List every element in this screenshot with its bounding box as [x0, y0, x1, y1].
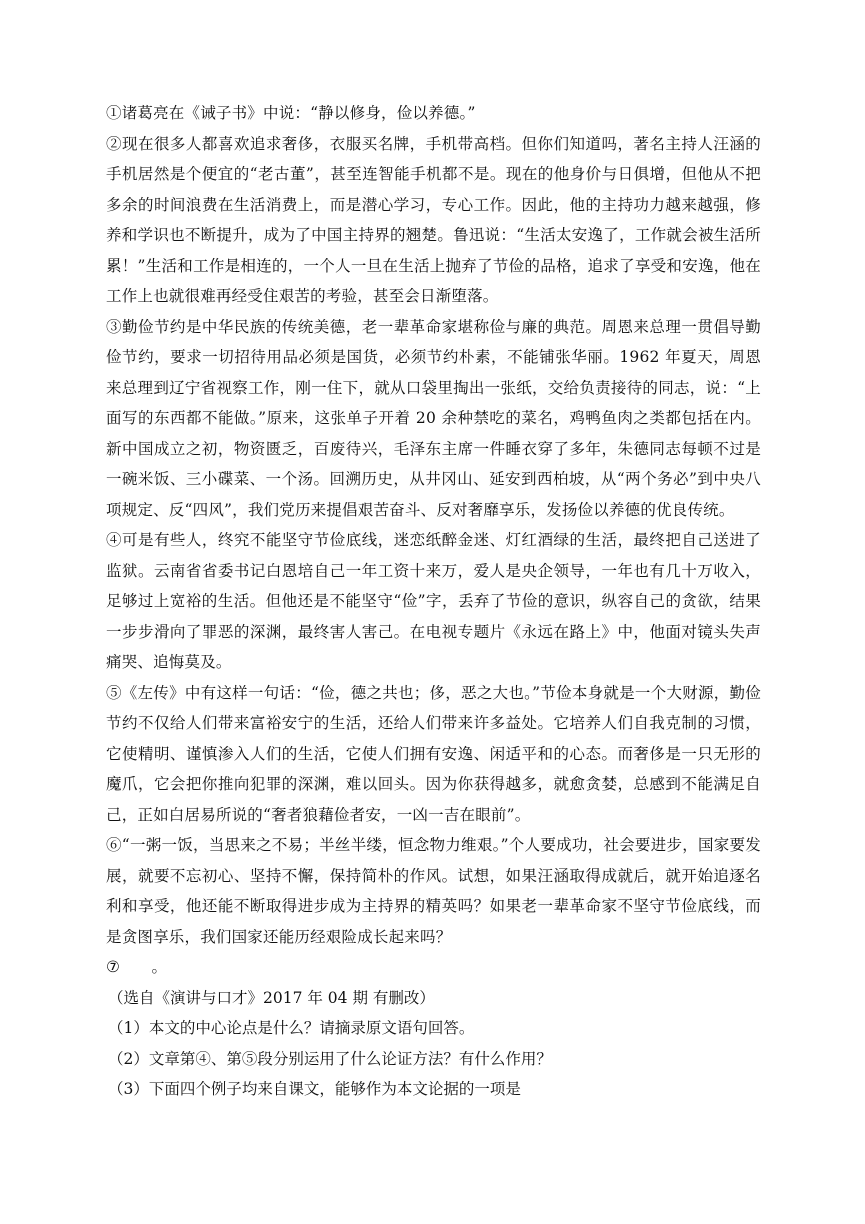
- paragraph-1: ①诸葛亮在《诫子书》中说：“静以修身，俭以养德。”: [106, 104, 476, 122]
- question-1: （1）本文的中心论点是什么？请摘录原文语句回答。: [108, 1019, 475, 1037]
- paragraph-2: ②现在很多人都喜欢追求奢侈，衣服买名牌，手机带高档。但你们知道吗，著名主持人汪涵的手机居然是个便宜的“老古董”，甚至连智能手机都不是。现在的他身价与日俱增，但他从不把多余的时间浪费在生活消费上，而是潜心学习，专心工作。因此，他的主持功力越来越强，修养和学识也不断提升，成为了中国主持界的翘楚。鲁迅说：“生活太安逸了，工作就会被生活所累！”生活和工作是相连的，一个人一旦在生活上抛弃了节俭的品格，追求了享受和安逸，他在工作上也就很难再经受住艰苦的考验，甚至会日渐堕落。: [106, 134, 761, 305]
- question-3: （3）下面四个例子均来自课文，能够作为本文论据的一项是: [108, 1080, 521, 1098]
- source-citation: （选自《演讲与口才》2017 年 04 期 有删改）: [108, 988, 435, 1007]
- paragraph-5: ⑤《左传》中有这样一句话：“俭，德之共也；侈，恶之大也。”节俭本身就是一个大财源，勤俭节约不仅给人们带来富裕安宁的生活，还给人们带来许多益处。它培养人们自我克制的习惯，它使精明、谨慎渗入人们的生活，它使人们拥有安逸、闲适平和的心态。而奢侈是一只无形的魔爪，它会把你推向犯罪的深渊，难以回头。因为你获得越多，就愈贪婪，总感到不能满足自己，正如白居易所说的“奢者狼藉俭者安，一凶一吉在眼前”。: [106, 683, 761, 824]
- paragraph-7-blank: ⑦ 。: [106, 958, 168, 976]
- paragraph-6: ⑥“一粥一饭，当思来之不易；半丝半缕，恒念物力维艰。”个人要成功，社会要进步，国家要发展，就要不忘初心、坚持不懈，保持简朴的作风。试想，如果汪涵取得成就后，就开始追逐名利和享受，他还能不断取得进步成为主持界的精英吗？如果老一辈革命家不坚守节俭底线，而是贪图享乐，我们国家还能历经艰险成长起来吗？: [106, 836, 761, 946]
- paragraph-3: ③勤俭节约是中华民族的传统美德，老一辈革命家堪称俭与廉的典范。周恩来总理一贯倡导勤俭节约，要求一切招待用品必须是国货，必须节约朴素，不能铺张华丽。1962 年夏天，周恩来总理到辽宁省视察工作，刚一住下，就从口袋里掏出一张纸，交给负责接待的同志，说：“上面写的东西都不能做。”原来，这张单子开着 20 余种禁吃的菜名，鸡鸭鱼肉之类都包括在内。新中国成立之初，物资匮乏，百废待兴，毛泽东主席一件睡衣穿了多年，朱德同志每顿不过是一碗米饭、三小碟菜、一个汤。回溯历史，从井冈山、延安到西柏坡，从“两个务必”到中央八项规定、反“四风”，我们党历来提倡艰苦奋斗、反对奢靡享乐，发扬俭以养德的优良传统。: [106, 317, 761, 519]
- question-2: （2）文章第④、第⑤段分别运用了什么论证方法？有什么作用？: [108, 1049, 552, 1068]
- paragraph-4: ④可是有些人，终究不能坚守节俭底线，迷恋纸醉金迷、灯红酒绿的生活，最终把自己送进了监狱。云南省省委书记白恩培自己一年工资十来万，爱人是央企领导，一年也有几十万收入，足够过上宽裕的生活。但他还是不能坚守“俭”字，丢弃了节俭的意识，纵容自己的贪欲，结果一步步滑向了罪恶的深渊，最终害人害己。在电视专题片《永远在路上》中，他面对镜头失声痛哭、追悔莫及。: [106, 531, 761, 671]
- document-page: [106, 98, 761, 1105]
